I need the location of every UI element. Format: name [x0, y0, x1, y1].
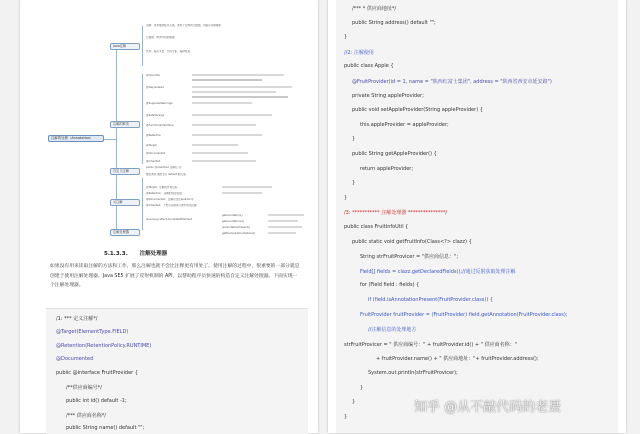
code-line: public String getAppleProvider() {	[352, 151, 437, 157]
watermark: 知乎 @从不敲代码的老聂	[414, 400, 562, 415]
code-line: String strFruitProvicer = "供应商信息：";	[360, 254, 459, 261]
code-line: }	[352, 180, 356, 187]
code-block-right	[336, 0, 618, 433]
mind-map-leaf: isAnnotationPresent()	[222, 226, 251, 229]
code-line: @FruitProvider(id = 1, name = "陕西红富士集团", address = "陕西省西安市延安路")	[352, 79, 552, 85]
mind-map-branch: 自定义注解	[110, 168, 140, 175]
code-block-left	[46, 308, 308, 434]
mind-map-leaf: java.lang.reflect.AnnotatedElement	[146, 218, 193, 221]
mind-map-leaf: @Override	[146, 74, 160, 77]
code-line: FruitProvider fruitProvider = (FruitProvider) field.getAnnotation(FruitProvider.class);	[360, 311, 568, 318]
code-line: System.out.println(strFruitProvicer);	[368, 370, 458, 376]
mind-map-root: 注解的处理（Annotation）	[48, 135, 104, 142]
section-title: 注解处理器	[139, 251, 168, 257]
mind-map-leaf: @Retention：注解的保留位置	[146, 192, 182, 195]
code-line: Field[] fields = clazz.getDeclaredFields();//通过反射获取处理注解	[360, 268, 516, 275]
code-line: public String name() default "";	[66, 425, 145, 432]
code-line: /3: *********** 注解处理器 ***************/	[344, 210, 448, 217]
mind-map-leaf: @Documented：注解包含在javadoc中	[146, 198, 194, 201]
document-page-right	[328, 0, 626, 433]
mind-map-branch: Java注解	[110, 43, 140, 50]
mind-map-branch: 元注解	[110, 199, 140, 206]
mind-map-leaf: @Inherited	[146, 160, 161, 163]
code-line: public void setAppleProvider(String appleProvider) {	[352, 107, 483, 114]
code-line: + fruitProvider.name() + " 供应商地址："+ fruitProvider.address();	[376, 356, 539, 363]
code-line: public @interface FruitProvider {	[56, 370, 138, 377]
mind-map-leaf: @SafeVarargs	[146, 114, 165, 117]
code-line: public int id() default -1;	[66, 397, 127, 404]
mind-map-leaf: @Retention	[146, 134, 162, 137]
mind-map-leaf: 作用：编写文档、代码分析、编译检查	[146, 50, 191, 53]
code-line: /1: *** 定义注解*/	[56, 316, 98, 322]
code-line: @Documented	[56, 356, 94, 363]
code-line: public class Apple {	[344, 63, 394, 70]
code-line: public static void getFruitInfo(Class<?> clazz) {	[352, 238, 472, 245]
code-line: }	[352, 136, 356, 143]
section-heading	[104, 249, 167, 257]
mind-map-leaf: 元数据：修饰代码的数据	[146, 36, 175, 39]
code-line: public String address() default "";	[352, 19, 436, 26]
mind-map-leaf: @Target：注解的作用目标	[146, 186, 178, 189]
mind-map-diagram	[46, 6, 306, 238]
mind-map-leaf: 注解：用来描述程序元素，类似于注释的元数据，供程序读取解析	[146, 24, 222, 27]
mind-map-leaf: public @interface 注解名 {}	[146, 166, 182, 169]
code-line: }	[344, 194, 348, 201]
code-line: @Retention(RetentionPolicy.RUNTIME)	[56, 342, 152, 349]
code-line: return appleProvider;	[360, 165, 414, 172]
mind-map-leaf: getDeclaredAnnotations()	[222, 232, 256, 235]
code-line: for (Field field : fields) {	[360, 282, 420, 289]
mind-map-leaf: @Inherited：子类可以继承父类中的该注解	[146, 204, 197, 207]
code-line: if (field.isAnnotationPresent(FruitProvider.class)) {	[368, 297, 494, 303]
mind-map-leaf: getAnnotations()	[222, 220, 244, 223]
code-line: /*** 供应商名称*/	[66, 412, 106, 419]
mind-map-leaf: getAnnotation()	[222, 214, 243, 217]
code-line: }	[352, 399, 356, 406]
code-line: strFruitProvicer = " 供应商编号：" + fruitProvider.id() + " 供应商名称："	[344, 341, 517, 348]
mind-map-leaf: @Documented	[146, 152, 166, 155]
code-line: public class FruitInfoUtil {	[344, 224, 409, 230]
mind-map-branch: 注解处理器	[110, 229, 140, 236]
code-line: }	[344, 413, 348, 420]
mind-map-branch: 注解的种类	[110, 121, 140, 128]
code-line: }	[344, 34, 348, 41]
body-paragraph: 如果没有用来读取注解的方法和工作，那么注解也就不会比注释更有用处了。使用注解的过程中，很重要的一部分就是创建于使用注解处理器。Java SE5 扩展了反射机制的 API，以帮助程序员快速的构造自定义注解处理器。下面实现一个注解处理器。	[50, 264, 300, 289]
mind-map-leaf: @SuppressWarnings	[146, 102, 173, 105]
code-line: /*** * 供应商地址*/	[352, 6, 397, 12]
mind-map-leaf: 属性类型 属性名() default 默认值;	[146, 173, 187, 176]
code-line: //注解信息的处理地方	[368, 327, 417, 334]
mind-map-leaf: @FunctionalInterface	[146, 124, 174, 127]
code-line: @Target(ElementType.FIELD)	[56, 328, 129, 335]
code-line: private String appleProvider;	[352, 92, 424, 99]
section-number: 5.1.3.3.	[104, 251, 128, 257]
document-page-left	[20, 0, 318, 433]
mind-map-leaf: @Target	[146, 144, 157, 147]
code-line: /**供应商编号*/	[66, 385, 102, 391]
code-line: }	[360, 384, 364, 391]
code-line: this.appleProvider = appleProvider;	[360, 121, 449, 128]
mind-map-leaf: @Deprecated	[146, 86, 164, 89]
code-line: //2: 注解使用	[344, 49, 374, 56]
